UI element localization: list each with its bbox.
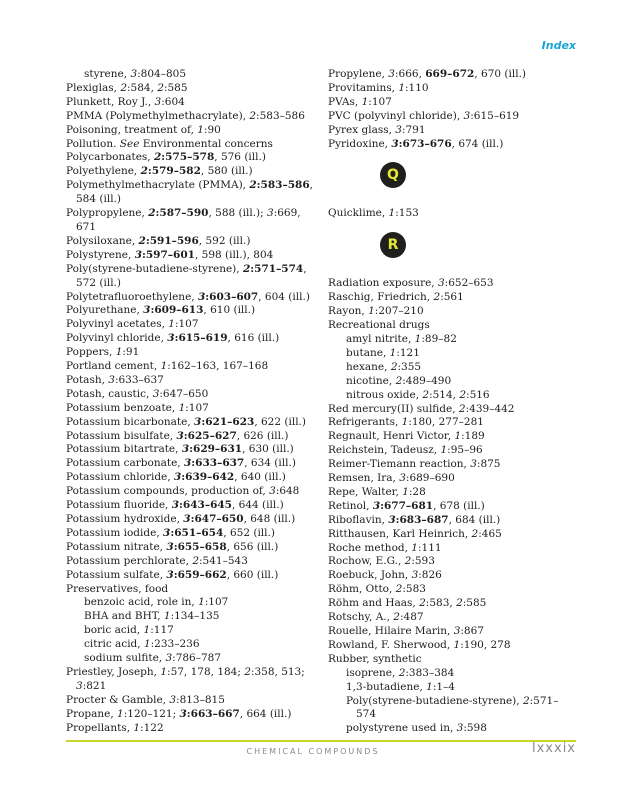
index-entry: PMMA (Polymethylmethacrylate), 2:583–586 <box>66 109 305 122</box>
index-entry: Potassium iodide, 3:651–654, 652 (ill.) <box>66 526 275 539</box>
index-entry: Potassium nitrate, 3:655–658, 656 (ill.) <box>66 540 279 553</box>
index-entry: Repe, Walter, 1:28 <box>328 485 426 498</box>
index-entry: Potassium chloride, 3:639–642, 640 (ill.) <box>66 471 286 484</box>
index-subentry: boric acid, 1:117 <box>84 624 174 637</box>
index-subentry: hexane, 2:355 <box>346 360 422 373</box>
index-entry: Regnault, Henri Victor, 1:189 <box>328 430 485 443</box>
index-entry: Potassium hydroxide, 3:647–650, 648 (ill.) <box>66 513 296 525</box>
index-entry: Reichstein, Tadeusz, 1:95–96 <box>328 444 483 457</box>
index-entry: Potassium bitartrate, 3:629–631, 630 (ill.) <box>66 443 294 456</box>
index-entry: Riboflavin, 3:683–687, 684 (ill.) <box>328 513 501 526</box>
index-entry: Red mercury(II) sulfide, 2:439–442 <box>328 402 515 415</box>
index-entry: Polystyrene, 3:597–601, 598 (ill.), 804 <box>66 248 274 261</box>
index-column-left <box>66 68 314 736</box>
footer-book-title: CHEMICAL COMPOUNDS <box>246 747 380 756</box>
index-subentry: citric acid, 1:233–236 <box>84 638 200 651</box>
index-subentry: butane, 1:121 <box>346 346 420 359</box>
index-entry: Rochow, E.G., 2:593 <box>328 555 435 568</box>
index-entry: Polypropylene, 2:587–590, 588 (ill.); 3:669, 671 <box>66 207 301 233</box>
index-entry: Rayon, 1:207–210 <box>328 305 424 318</box>
index-entry: Rowland, F. Sherwood, 1:190, 278 <box>328 638 511 651</box>
index-entry: Potassium bisulfate, 3:625–627, 626 (ill.) <box>66 429 289 442</box>
index-entry: Rubber, synthetic <box>328 652 422 665</box>
index-entry: Rouelle, Hilaire Marin, 3:867 <box>328 625 484 637</box>
index-entry: Potassium perchlorate, 2:541–543 <box>66 554 248 567</box>
index-entry: Refrigerants, 1:180, 277–281 <box>328 416 484 429</box>
index-subentry: isoprene, 2:383–384 <box>346 666 455 679</box>
index-entry: Poly(styrene-butadiene-styrene), 2:571–574, 572 (ill.) <box>66 262 307 289</box>
index-subentry: polystyrene used in, 3:598 <box>346 722 487 735</box>
index-entry: Provitamins, 1:110 <box>328 81 429 94</box>
index-entry: Preservatives, food <box>66 582 169 595</box>
index-entry: Reimer-Tiemann reaction, 3:875 <box>328 458 501 471</box>
index-entry: Pollution. See Environmental concerns <box>66 137 273 150</box>
index-entry: Polyvinyl acetates, 1:107 <box>66 318 199 331</box>
index-entry: Retinol, 3:677–681, 678 (ill.) <box>328 499 485 512</box>
index-subentry: benzoic acid, role in, 1:107 <box>84 596 229 609</box>
footer-rule <box>66 740 576 742</box>
section-letter-q <box>328 151 576 207</box>
index-entry: Priestley, Joseph, 1:57, 178, 184; 2:358, 513; 3:821 <box>66 665 305 692</box>
index-entry: Pyrex glass, 3:791 <box>328 123 426 136</box>
index-entry: Polymethylmethacrylate (PMMA), 2:583–586, 584 (ill.) <box>66 179 313 206</box>
index-entry: Quicklime, 1:153 <box>328 207 419 220</box>
index-entry: Propane, 1:120–121; 3:663–667, 664 (ill.) <box>66 707 292 720</box>
index-column-right <box>328 68 576 736</box>
index-subentry: nicotine, 2:489–490 <box>346 374 452 387</box>
index-entry: Potassium benzoate, 1:107 <box>66 401 209 414</box>
index-entry: Poppers, 1:91 <box>66 346 140 359</box>
index-entry: Remsen, Ira, 3:689–690 <box>328 472 455 485</box>
section-letter-badge: R <box>380 232 406 258</box>
index-entry: Polytetrafluoroethylene, 3:603–607, 604 (ill.) <box>66 290 310 303</box>
index-entry: Röhm and Haas, 2:583, 2:585 <box>328 597 487 610</box>
index-entry: Recreational drugs <box>328 319 430 332</box>
index-subentry: BHA and BHT, 1:134–135 <box>84 610 220 623</box>
index-entry: Polyvinyl chloride, 3:615–619, 616 (ill.) <box>66 332 280 345</box>
index-entry: Potassium sulfate, 3:659–662, 660 (ill.) <box>66 568 279 581</box>
index-subentry: sodium sulfite, 3:786–787 <box>84 652 222 665</box>
index-entry: Potassium compounds, production of, 3:648 <box>66 485 300 498</box>
index-entry: PVAs, 1:107 <box>328 95 392 108</box>
index-entry: Roche method, 1:111 <box>328 541 442 554</box>
index-entry: Poisoning, treatment of, 1:90 <box>66 123 221 136</box>
index-entry: Potassium carbonate, 3:633–637, 634 (ill.) <box>66 457 296 470</box>
index-entry: Propylene, 3:666, 669–672, 670 (ill.) <box>328 68 527 80</box>
index-subentry: amyl nitrite, 1:89–82 <box>346 332 457 345</box>
index-entry: Polysiloxane, 2:591–596, 592 (ill.) <box>66 234 251 247</box>
index-subentry: styrene, 3:804–805 <box>84 68 186 80</box>
index-entry: Plexiglas, 2:584, 2:585 <box>66 81 188 94</box>
index-entry: Polyethylene, 2:579–582, 580 (ill.) <box>66 165 253 178</box>
index-entry: Radiation exposure, 3:652–653 <box>328 277 494 290</box>
index-entry: Potassium bicarbonate, 3:621–623, 622 (ill.) <box>66 415 306 428</box>
index-subentry: 1,3-butadiene, 1:1–4 <box>346 680 455 693</box>
index-entry: Polycarbonates, 2:575–578, 576 (ill.) <box>66 151 266 164</box>
index-entry: Procter & Gamble, 3:813–815 <box>66 693 225 706</box>
index-entry: Plunkett, Roy J., 3:604 <box>66 95 185 108</box>
footer-page-number: lxxxix <box>532 741 576 756</box>
section-letter-r <box>328 221 576 277</box>
index-entry: Röhm, Otto, 2:583 <box>328 583 426 596</box>
index-subentry: Poly(styrene-butadiene-styrene), 2:571–574 <box>346 694 559 721</box>
index-entry: Raschig, Friedrich, 2:561 <box>328 291 464 304</box>
index-entry: Roebuck, John, 3:826 <box>328 569 442 582</box>
index-entry: Ritthausen, Karl Heinrich, 2:465 <box>328 527 502 540</box>
index-entry: Potash, caustic, 3:647–650 <box>66 387 209 400</box>
index-entry: Potassium fluoride, 3:643–645, 644 (ill.) <box>66 499 284 512</box>
index-entry: Rotschy, A., 2:487 <box>328 611 424 624</box>
index-entry: Propellants, 1:122 <box>66 721 164 734</box>
index-entry: Polyurethane, 3:609–613, 610 (ill.) <box>66 304 256 317</box>
index-entry: Potash, 3:633–637 <box>66 373 164 386</box>
section-letter-badge: Q <box>380 162 406 188</box>
index-entry: PVC (polyvinyl chloride), 3:615–619 <box>328 109 520 122</box>
page-header-title: Index <box>541 39 576 52</box>
index-entry: Portland cement, 1:162–163, 167–168 <box>66 360 269 373</box>
index-entry: Pyridoxine, 3:673–676, 674 (ill.) <box>328 137 504 150</box>
index-subentry: nitrous oxide, 2:514, 2:516 <box>346 388 490 401</box>
